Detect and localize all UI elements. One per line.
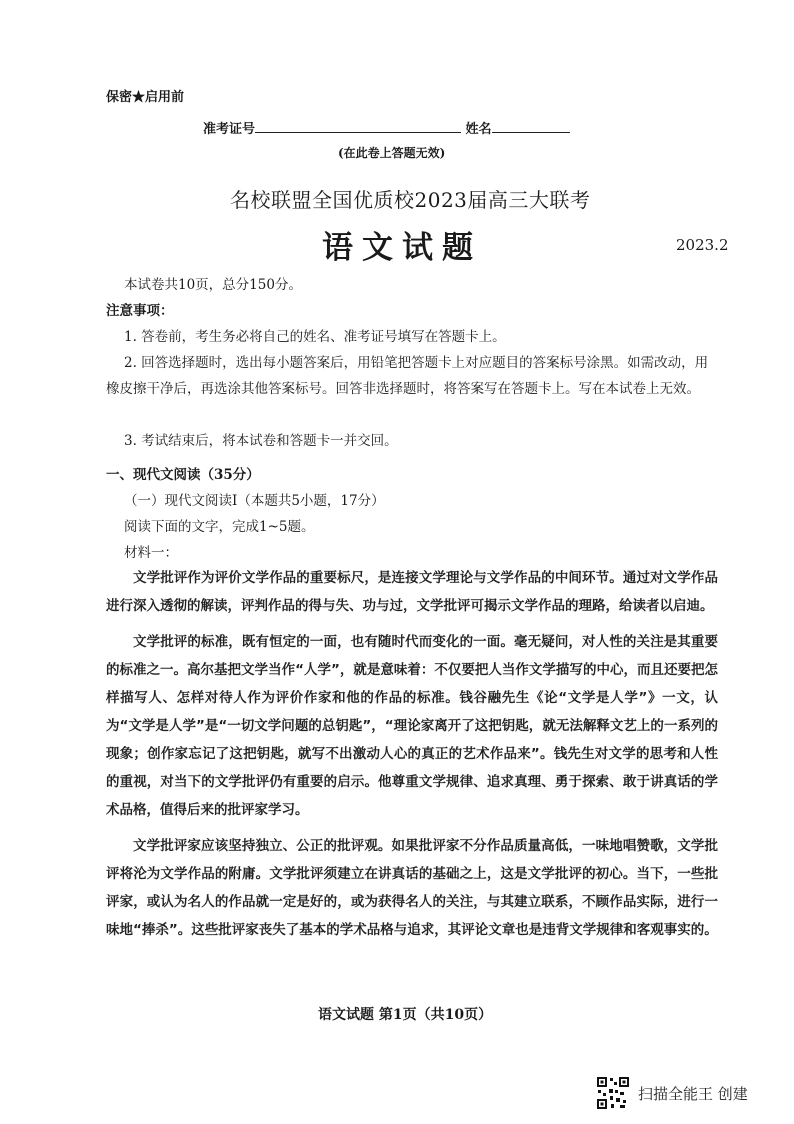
material-body [106, 564, 718, 952]
notice-item-2: 2. 回答选择题时，选出每小题答案后，用铅笔把答题卡上对应题目的答案标号涂黑。如需改动，用橡皮擦干净后，再选涂其他答案标号。回答非选择题时，将答案写在答题卡上。写在本试卷上无效。 [106, 355, 709, 397]
admission-blank[interactable] [255, 120, 461, 133]
qr-code-icon [596, 1076, 630, 1110]
notice-title: 注意事项： [106, 303, 174, 319]
name-blank[interactable] [492, 120, 570, 133]
reading-instruction: 阅读下面的文字，完成1~5题。 [124, 519, 315, 535]
material-paragraph-3: 文学批评家应该坚持独立、公正的批评观。如果批评家不分作品质量高低，一味地唱赞歌，文学批评将沦为文学作品的附庸。文学批评须建立在讲真话的基础之上，这是文学批评的初心。当下，一些批评家，或认为名人的作品就一定是好的，或为获得名人的关注，与其建立联系，不顾作品实际，进行一味地“捧杀”。这些批评家丧失了基本的学术品格与追求，其评论文章也是违背文学规律和客观事实的。 [106, 838, 718, 938]
material-label: 材料一： [124, 545, 178, 561]
material-paragraph-2: 文学批评的标准，既有恒定的一面，也有随时代而变化的一面。毫无疑问，对人性的关注是其重要的标准之一。高尔基把文学当作“人学”，就是意味着：不仅要把人当作文学描写的中心，而且还要把怎样描写人、怎样对待人作为评价作家和他的作品的标准。钱谷融先生《论“文学是人学”》一文，认为“文学是人学”是“一切文学问题的总钥匙”，“理论家离开了这把钥匙，就无法解释文艺上的一系列的现象；创作家忘记了这把钥匙，就写不出激动人心的真正的艺术作品来”。钱先生对文学的思考和人性的重视，对当下的文学批评仍有重要的启示。他尊重文学规律、追求真理、勇于探索、敢于讲真话的学术品格，值得后来的批评家学习。 [106, 634, 718, 818]
exam-date: 2023.2 [676, 236, 729, 254]
notice-item-1: 1. 答卷前，考生务必将自己的姓名、准考证号填写在答题卡上。 [124, 329, 506, 345]
scanner-watermark [596, 1076, 748, 1110]
admission-label: 准考证号 [203, 122, 256, 137]
secret-label: 保密★启用前 [106, 90, 185, 105]
section-title: 一、现代文阅读（35分） [106, 467, 260, 483]
material-paragraph-1: 文学批评作为评价文学作品的重要标尺，是连接文学理论与文学作品的中间环节。通过对文学作品进行深入透彻的解读，评判作品的得与失、功与过，文学批评可揭示文学作品的理路，给读者以启迪。 [106, 570, 718, 614]
intro-text: 本试卷共10页，总分150分。 [124, 277, 302, 293]
subject-title: 语文试题 [322, 230, 482, 266]
admission-line [203, 118, 570, 137]
notice-item-3: 3. 考试结束后，将本试卷和答题卡一并交回。 [124, 433, 398, 449]
exam-name: 名校联盟全国优质校2023届高三大联考 [230, 188, 591, 212]
watermark-text: 扫描全能王 创建 [638, 1084, 748, 1103]
page-footer: 语文试题 第1页（共10页） [318, 1007, 493, 1023]
invalid-note: (在此卷上答题无效) [338, 146, 446, 160]
name-label: 姓名 [465, 122, 492, 137]
subsection-title: （一）现代文阅读Ⅰ（本题共5小题，17分） [124, 493, 385, 509]
